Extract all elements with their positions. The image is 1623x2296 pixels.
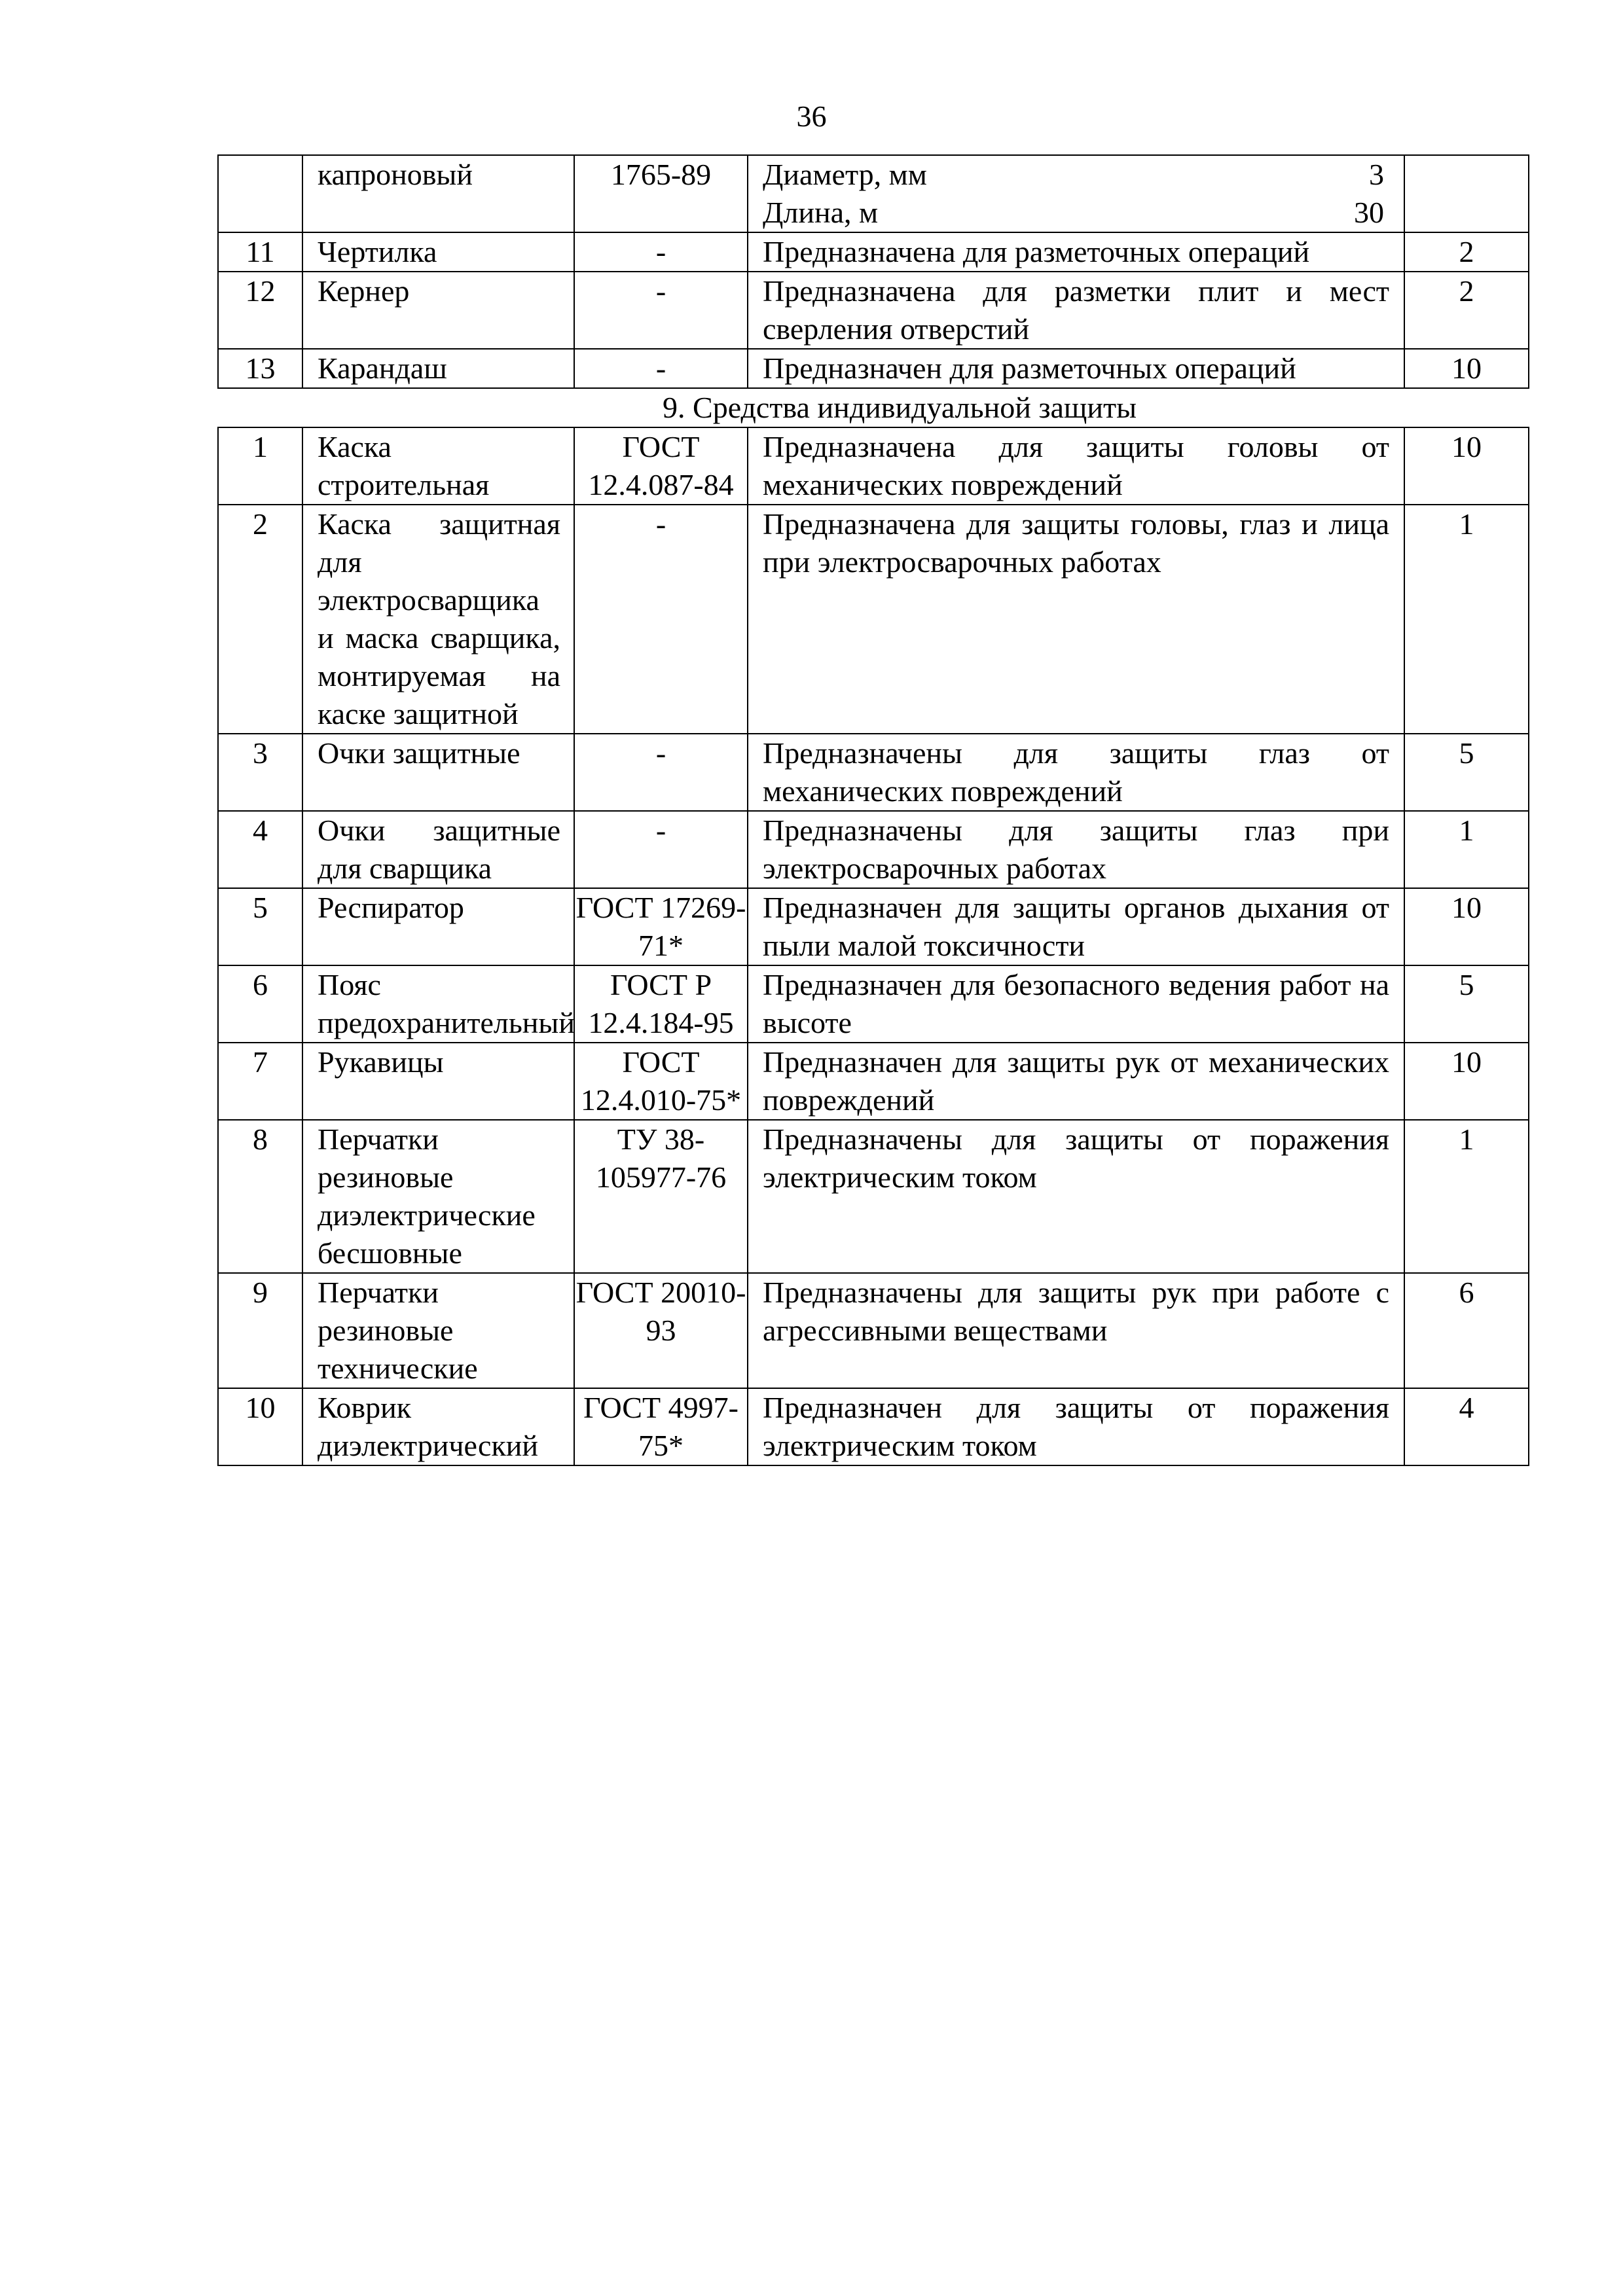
standard-code: - [574,232,748,272]
item-description: Предназначена для разметки плит и мест сверления отверстий [748,272,1404,349]
standard-code: ГОСТ 17269-71* [574,888,748,965]
item-name: Очки защитные [302,734,574,811]
quantity: 10 [1404,427,1529,505]
item-description: Предназначены для защиты рук при работе с агрессивными веществами [748,1273,1404,1388]
table-row [218,965,1529,1043]
item-description: Предназначены для защиты глаз от механических повреждений [748,734,1404,811]
item-description: Предназначен для разметочных операций [748,349,1404,388]
table-row [218,272,1529,349]
equipment-table [217,154,1529,1466]
param-label: Диаметр, мм [763,158,927,191]
item-name: Каска строительная [302,427,574,505]
item-description: Предназначена для защиты головы, глаз и лица при электросварочных работах [748,505,1404,734]
row-number: 12 [218,272,302,349]
standard-code: ГОСТ 20010-93 [574,1273,748,1388]
table-row [218,1043,1529,1120]
quantity: 10 [1404,349,1529,388]
standard-code: ГОСТ Р 12.4.184-95 [574,965,748,1043]
item-description: Предназначены для защиты глаз при электросварочных работах [748,811,1404,888]
item-description: Предназначен для безопасного ведения работ на высоте [748,965,1404,1043]
row-number: 5 [218,888,302,965]
standard-code: ГОСТ 12.4.010-75* [574,1043,748,1120]
quantity: 1 [1404,505,1529,734]
table-row [218,232,1529,272]
standard-code: - [574,811,748,888]
item-description: Предназначены для защиты от поражения электрическим током [748,1120,1404,1273]
item-name: Пояс предохранительный [302,965,574,1043]
param-label: Длина, м [763,196,879,229]
item-name: Рукавицы [302,1043,574,1120]
quantity [1404,155,1529,232]
item-description: Предназначен для защиты от поражения электрическим током [748,1388,1404,1465]
item-name: Респиратор [302,888,574,965]
standard-code: - [574,272,748,349]
item-name: Карандаш [302,349,574,388]
row-number: 8 [218,1120,302,1273]
item-description: Предназначен для защиты рук от механических повреждений [748,1043,1404,1120]
row-number: 9 [218,1273,302,1388]
table-row [218,1388,1529,1465]
item-description: Предназначен для защиты органов дыхания от пыли малой токсичности [748,888,1404,965]
standard-code: - [574,734,748,811]
table-row [218,427,1529,505]
item-name: Каска защитная для электросварщика и маска сварщика, монтируемая на каске защитной [302,505,574,734]
row-number: 4 [218,811,302,888]
quantity: 10 [1404,1043,1529,1120]
item-name: Перчатки резиновые диэлектрические бесшовные [302,1120,574,1273]
quantity: 1 [1404,811,1529,888]
item-name: капроновый [302,155,574,232]
standard-code: 1765-89 [574,155,748,232]
page-number: 36 [796,99,827,133]
standard-code: - [574,505,748,734]
item-description: Предназначена для защиты головы от механических повреждений [748,427,1404,505]
row-number: 1 [218,427,302,505]
table-row [218,811,1529,888]
quantity: 5 [1404,965,1529,1043]
section-header-row [218,388,1529,427]
table-row [218,505,1529,734]
standard-code: - [574,349,748,388]
param-line [763,194,1389,232]
table-row [218,888,1529,965]
standard-code: ГОСТ 12.4.087-84 [574,427,748,505]
quantity: 2 [1404,272,1529,349]
table-row [218,1273,1529,1388]
item-description: Предназначена для разметочных операций [748,232,1404,272]
item-name: Кернер [302,272,574,349]
quantity: 1 [1404,1120,1529,1273]
row-number: 3 [218,734,302,811]
item-name: Чертилка [302,232,574,272]
quantity: 5 [1404,734,1529,811]
quantity: 4 [1404,1388,1529,1465]
table-row [218,155,1529,232]
standard-code: ТУ 38-105977-76 [574,1120,748,1273]
section-title: 9. Средства индивидуальной защиты [218,388,1529,427]
item-name: Очки защитные для сварщика [302,811,574,888]
quantity: 6 [1404,1273,1529,1388]
item-name: Коврик диэлектрический [302,1388,574,1465]
item-name: Перчатки резиновые технические [302,1273,574,1388]
row-number: 13 [218,349,302,388]
param-line [763,156,1389,194]
item-params [748,155,1404,232]
row-number: 7 [218,1043,302,1120]
row-number: 6 [218,965,302,1043]
quantity: 2 [1404,232,1529,272]
row-number: 11 [218,232,302,272]
row-number: 2 [218,505,302,734]
table-row [218,1120,1529,1273]
param-value: 3 [1369,158,1384,191]
table-row [218,734,1529,811]
table-row [218,349,1529,388]
quantity: 10 [1404,888,1529,965]
standard-code: ГОСТ 4997-75* [574,1388,748,1465]
param-value: 30 [1354,196,1384,229]
row-number [218,155,302,232]
row-number: 10 [218,1388,302,1465]
